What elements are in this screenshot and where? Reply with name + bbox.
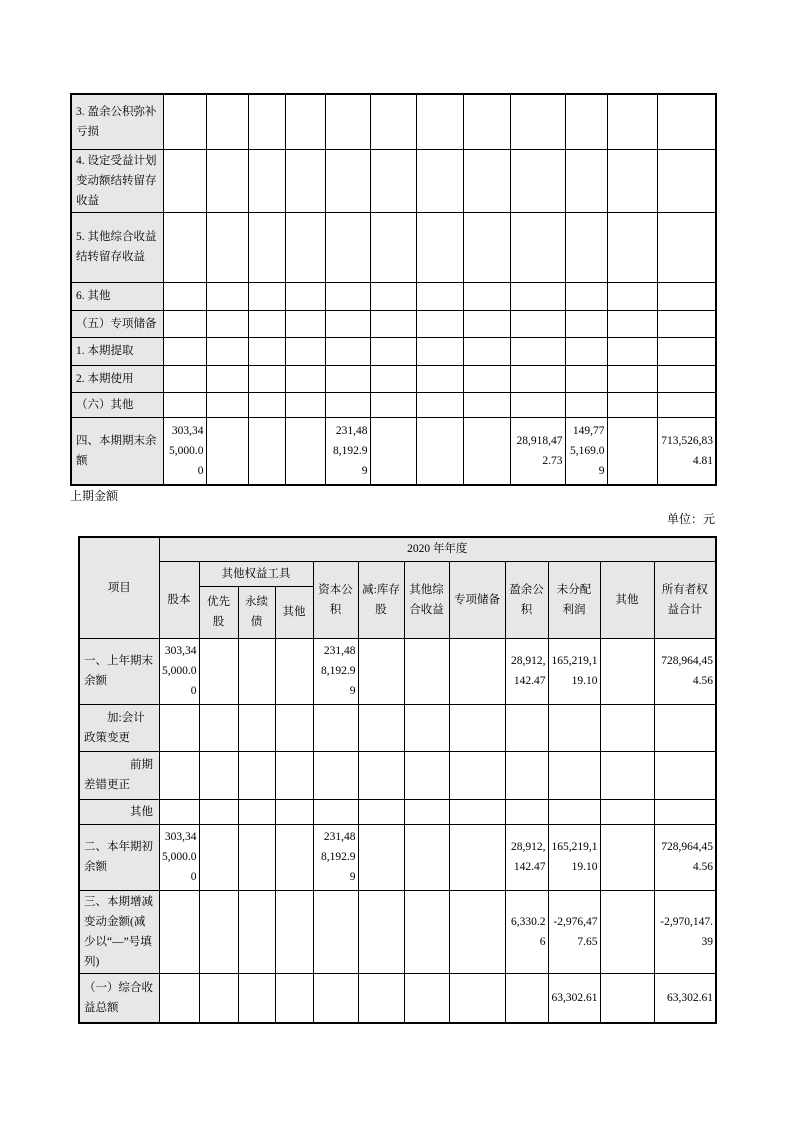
value-cell [163, 310, 206, 337]
value-cell [199, 973, 238, 1023]
value-cell [159, 704, 199, 751]
header-row [79, 537, 716, 561]
table-row [71, 417, 716, 485]
value-cell [463, 212, 510, 282]
row-label-cell: 5. 其他综合收益结转留存收益 [71, 212, 163, 282]
value-cell [248, 310, 285, 337]
column-header-cell: 优先股 [199, 586, 238, 638]
value-cell [370, 94, 416, 149]
column-header-cell: 未分配利润 [548, 561, 600, 638]
value-cell [285, 282, 325, 310]
equity-change-table-prior-year [78, 536, 717, 1024]
table-row [71, 212, 716, 282]
column-header-cell: 减:库存股 [358, 561, 404, 638]
column-header-cell: 资本公积 [313, 561, 358, 638]
value-cell [416, 337, 463, 365]
value-cell: 303,345,000.00 [159, 824, 199, 890]
value-cell [565, 212, 607, 282]
prior-period-section-label: 上期金额 [70, 489, 119, 503]
value-cell [199, 638, 238, 704]
value-cell [607, 310, 657, 337]
value-cell [463, 337, 510, 365]
value-cell [285, 94, 325, 149]
value-cell [199, 704, 238, 751]
value-cell [404, 799, 449, 824]
table-row [79, 751, 716, 799]
value-cell [505, 751, 548, 799]
value-cell [325, 310, 370, 337]
value-cell [285, 337, 325, 365]
value-cell [199, 824, 238, 890]
value-cell [565, 94, 607, 149]
value-cell [370, 282, 416, 310]
value-cell [510, 310, 565, 337]
value-cell [163, 365, 206, 392]
value-cell [199, 799, 238, 824]
value-cell [654, 751, 716, 799]
value-cell [657, 282, 716, 310]
value-cell [163, 94, 206, 149]
value-cell [358, 751, 404, 799]
value-cell [238, 799, 275, 824]
value-cell [313, 704, 358, 751]
value-cell: 6,330.26 [505, 890, 548, 973]
value-cell [313, 973, 358, 1023]
row-label-cell: 一、上年期末余额 [79, 638, 159, 704]
value-cell [275, 799, 313, 824]
value-cell [449, 799, 505, 824]
value-cell [313, 890, 358, 973]
value-cell [358, 638, 404, 704]
table-row [71, 149, 716, 212]
value-cell [370, 310, 416, 337]
row-label-cell: 三、本期增减变动金额(减少以“—”号填列) [79, 890, 159, 973]
value-cell [238, 704, 275, 751]
value-cell [313, 751, 358, 799]
value-cell: 303,345,000.00 [159, 638, 199, 704]
value-cell [206, 310, 248, 337]
value-cell [404, 638, 449, 704]
row-label-cell: （五）专项储备 [71, 310, 163, 337]
value-cell [416, 282, 463, 310]
value-cell [600, 799, 654, 824]
value-cell [206, 392, 248, 417]
value-cell [285, 365, 325, 392]
value-cell [607, 212, 657, 282]
row-label-cell: 其他 [79, 799, 159, 824]
value-cell [510, 94, 565, 149]
value-cell [654, 799, 716, 824]
table-row [71, 310, 716, 337]
value-cell [370, 212, 416, 282]
value-cell [404, 751, 449, 799]
value-cell [416, 149, 463, 212]
row-label-cell: 1. 本期提取 [71, 337, 163, 365]
value-cell [416, 392, 463, 417]
value-cell [358, 799, 404, 824]
table-row [71, 337, 716, 365]
value-cell [404, 824, 449, 890]
table-row [79, 638, 716, 704]
row-label-cell: 2. 本期使用 [71, 365, 163, 392]
value-cell [159, 890, 199, 973]
value-cell [657, 337, 716, 365]
value-cell [449, 751, 505, 799]
value-cell [206, 212, 248, 282]
value-cell [565, 365, 607, 392]
row-label-cell: 4. 设定受益计划变动额结转留存收益 [71, 149, 163, 212]
value-cell [565, 310, 607, 337]
value-cell [416, 94, 463, 149]
value-cell [358, 973, 404, 1023]
value-cell [510, 212, 565, 282]
value-cell [206, 417, 248, 485]
value-cell [275, 751, 313, 799]
value-cell [325, 282, 370, 310]
value-cell: 231,488,192.99 [325, 417, 370, 485]
value-cell [463, 417, 510, 485]
column-header-cell: 其他 [600, 561, 654, 638]
value-cell: 28,912,142.47 [505, 824, 548, 890]
value-cell [600, 638, 654, 704]
table-row [71, 365, 716, 392]
value-cell [275, 890, 313, 973]
value-cell [159, 973, 199, 1023]
value-cell [505, 973, 548, 1023]
column-header-cell: 专项储备 [449, 561, 505, 638]
value-cell [657, 94, 716, 149]
value-cell: 165,219,119.10 [548, 824, 600, 890]
value-cell [607, 337, 657, 365]
value-cell [248, 417, 285, 485]
value-cell [600, 973, 654, 1023]
row-label-cell: （一）综合收益总额 [79, 973, 159, 1023]
value-cell [657, 212, 716, 282]
value-cell: 149,775,169.09 [565, 417, 607, 485]
table-row [79, 890, 716, 973]
value-cell [657, 310, 716, 337]
value-cell [163, 282, 206, 310]
value-cell [416, 417, 463, 485]
value-cell [657, 365, 716, 392]
value-cell [358, 704, 404, 751]
value-cell [163, 337, 206, 365]
value-cell [607, 149, 657, 212]
value-cell [275, 704, 313, 751]
value-cell [248, 212, 285, 282]
value-cell [159, 799, 199, 824]
column-header-cell: 所有者权益合计 [654, 561, 716, 638]
unit-label: 单位：元 [666, 512, 715, 526]
value-cell [370, 417, 416, 485]
value-cell [548, 799, 600, 824]
table-row [71, 282, 716, 310]
value-cell [510, 282, 565, 310]
value-cell [199, 890, 238, 973]
value-cell [449, 638, 505, 704]
value-cell: 231,488,192.99 [313, 638, 358, 704]
table-row [79, 704, 716, 751]
value-cell [238, 638, 275, 704]
value-cell [285, 310, 325, 337]
header-row [79, 561, 716, 586]
value-cell [285, 149, 325, 212]
value-cell [370, 392, 416, 417]
value-cell [285, 212, 325, 282]
row-label-cell: （六）其他 [71, 392, 163, 417]
value-cell: -2,976,477.65 [548, 890, 600, 973]
value-cell [275, 638, 313, 704]
value-cell [657, 392, 716, 417]
value-cell [548, 751, 600, 799]
column-header-cell: 股本 [159, 561, 199, 638]
value-cell [654, 704, 716, 751]
value-cell [285, 417, 325, 485]
table-row [79, 824, 716, 890]
value-cell [463, 94, 510, 149]
value-cell [238, 890, 275, 973]
column-header-cell: 永续债 [238, 586, 275, 638]
value-cell [163, 212, 206, 282]
period-header-cell: 2020 年年度 [159, 537, 716, 561]
value-cell [463, 282, 510, 310]
value-cell [275, 824, 313, 890]
value-cell [404, 890, 449, 973]
value-cell: 165,219,119.10 [548, 638, 600, 704]
value-cell [510, 365, 565, 392]
value-cell [248, 282, 285, 310]
value-cell [600, 824, 654, 890]
value-cell [416, 310, 463, 337]
table-row [71, 392, 716, 417]
row-label-cell: 二、本年期初余额 [79, 824, 159, 890]
table-row [79, 799, 716, 824]
value-cell [449, 973, 505, 1023]
value-cell [163, 392, 206, 417]
value-cell [248, 365, 285, 392]
value-cell [510, 337, 565, 365]
value-cell [600, 704, 654, 751]
value-cell [285, 392, 325, 417]
value-cell [607, 365, 657, 392]
value-cell [325, 337, 370, 365]
value-cell [248, 392, 285, 417]
value-cell [159, 751, 199, 799]
value-cell [325, 392, 370, 417]
value-cell [548, 704, 600, 751]
value-cell [238, 973, 275, 1023]
value-cell [505, 799, 548, 824]
value-cell [325, 365, 370, 392]
value-cell: 63,302.61 [654, 973, 716, 1023]
value-cell: 728,964,454.56 [654, 824, 716, 890]
value-cell: 231,488,192.99 [313, 824, 358, 890]
value-cell [313, 799, 358, 824]
value-cell: 728,964,454.56 [654, 638, 716, 704]
row-label-cell: 加:会计政策变更 [79, 704, 159, 751]
value-cell [248, 149, 285, 212]
row-label-cell: 四、本期期末余额 [71, 417, 163, 485]
value-cell [248, 94, 285, 149]
row-label-cell: 6. 其他 [71, 282, 163, 310]
value-cell [463, 310, 510, 337]
value-cell: 303,345,000.00 [163, 417, 206, 485]
table-row [71, 94, 716, 149]
value-cell [325, 212, 370, 282]
value-cell [370, 337, 416, 365]
value-cell [206, 365, 248, 392]
value-cell [358, 890, 404, 973]
value-cell [206, 149, 248, 212]
row-label-cell: 3. 盈余公积弥补亏损 [71, 94, 163, 149]
value-cell [416, 212, 463, 282]
value-cell [370, 149, 416, 212]
value-cell: 713,526,834.81 [657, 417, 716, 485]
value-cell [600, 751, 654, 799]
value-cell: -2,970,147.39 [654, 890, 716, 973]
item-header-cell: 项目 [79, 537, 159, 638]
value-cell [607, 282, 657, 310]
table-row [79, 973, 716, 1023]
value-cell [463, 365, 510, 392]
value-cell [370, 365, 416, 392]
column-header-cell: 盈余公积 [505, 561, 548, 638]
value-cell [449, 824, 505, 890]
value-cell [248, 337, 285, 365]
value-cell [657, 149, 716, 212]
value-cell [463, 392, 510, 417]
value-cell [325, 94, 370, 149]
value-cell [275, 973, 313, 1023]
value-cell [565, 392, 607, 417]
equity-change-table-current-period [70, 93, 717, 486]
value-cell [600, 890, 654, 973]
value-cell [199, 751, 238, 799]
value-cell [510, 392, 565, 417]
value-cell [163, 149, 206, 212]
value-cell [206, 94, 248, 149]
value-cell [404, 973, 449, 1023]
value-cell [607, 392, 657, 417]
value-cell [358, 824, 404, 890]
value-cell [505, 704, 548, 751]
row-label-cell: 前期差错更正 [79, 751, 159, 799]
value-cell: 28,918,472.73 [510, 417, 565, 485]
column-header-cell: 其他 [275, 586, 313, 638]
value-cell [206, 337, 248, 365]
value-cell [565, 337, 607, 365]
value-cell [565, 282, 607, 310]
value-cell [449, 890, 505, 973]
value-cell [238, 751, 275, 799]
equity-tools-group-header-cell: 其他权益工具 [199, 561, 313, 586]
value-cell [449, 704, 505, 751]
value-cell: 28,912,142.47 [505, 638, 548, 704]
value-cell [325, 149, 370, 212]
value-cell: 63,302.61 [548, 973, 600, 1023]
value-cell [565, 149, 607, 212]
value-cell [206, 282, 248, 310]
value-cell [416, 365, 463, 392]
column-header-cell: 其他综合收益 [404, 561, 449, 638]
value-cell [607, 94, 657, 149]
value-cell [463, 149, 510, 212]
value-cell [607, 417, 657, 485]
value-cell [238, 824, 275, 890]
value-cell [404, 704, 449, 751]
value-cell [510, 149, 565, 212]
